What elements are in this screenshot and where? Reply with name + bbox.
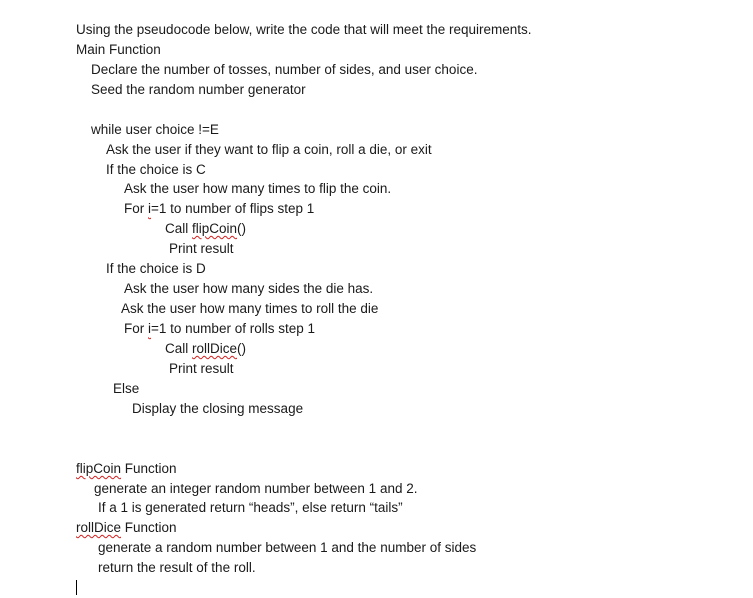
pseudocode-line: return the result of the roll. xyxy=(98,560,256,575)
pseudocode-line: For i=1 to number of rolls step 1 xyxy=(124,321,315,336)
pseudocode-line: Display the closing message xyxy=(132,401,304,416)
pseudocode-line: Ask the user how many sides the die has. xyxy=(124,281,374,296)
pseudocode-line: Declare the number of tosses, number of sides, and user choice. xyxy=(91,62,478,77)
pseudocode-line: Print result xyxy=(169,241,234,256)
pseudocode-line: Call rollDice() xyxy=(165,341,247,356)
pseudocode-line: Ask the user how many times to flip the coin. xyxy=(124,181,392,196)
pseudocode-line: generate a random number between 1 and the number of sides xyxy=(98,540,477,555)
pseudocode-line: Else xyxy=(113,381,140,396)
intro-instruction: Using the pseudocode below, write the code that will meet the requirements. xyxy=(76,22,532,37)
pseudocode-line: Seed the random number generator xyxy=(91,82,306,97)
flipcoin-function-heading: flipCoin Function xyxy=(76,461,177,476)
pseudocode-line: while user choice !=E xyxy=(91,122,219,137)
pseudocode-line: If a 1 is generated return “heads”, else return “tails” xyxy=(98,500,403,515)
pseudocode-line: Call flipCoin() xyxy=(165,221,247,236)
pseudocode-line: If the choice is C xyxy=(106,162,206,177)
spellcheck-word: rollDice xyxy=(76,520,122,535)
spellcheck-word: i xyxy=(148,321,152,336)
text-cursor[interactable] xyxy=(76,580,77,595)
pseudocode-line: generate an integer random number between 1 and 2. xyxy=(94,481,418,496)
main-function-heading: Main Function xyxy=(76,42,161,57)
pseudocode-line: Print result xyxy=(169,361,234,376)
rolldice-function-heading: rollDice Function xyxy=(76,520,177,535)
pseudocode-line: Ask the user if they want to flip a coin, roll a die, or exit xyxy=(106,142,432,157)
spellcheck-word: i xyxy=(148,201,152,216)
pseudocode-line: Ask the user how many times to roll the die xyxy=(121,301,379,316)
spellcheck-word: flipCoin xyxy=(76,461,122,476)
pseudocode-line: For i=1 to number of flips step 1 xyxy=(124,201,315,216)
spellcheck-word: flipCoin xyxy=(192,221,238,236)
spellcheck-word: rollDice xyxy=(192,341,238,356)
pseudocode-line: If the choice is D xyxy=(106,261,206,276)
